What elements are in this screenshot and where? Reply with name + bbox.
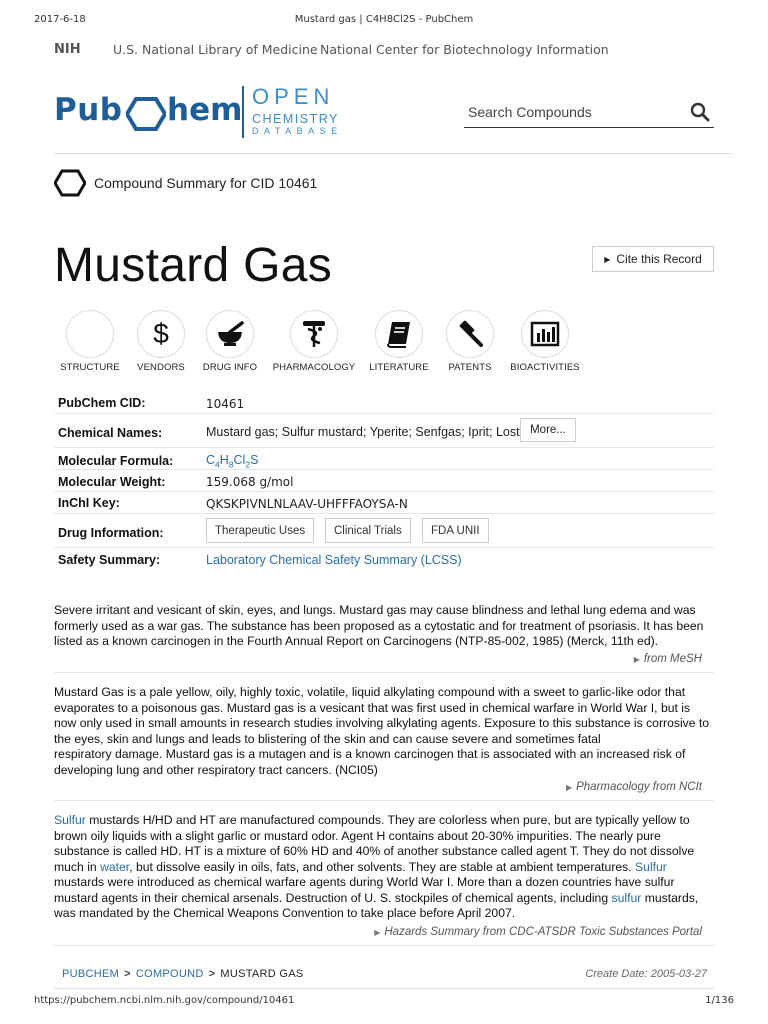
description-line: Mustard Gas is a pale yellow, oily, highly toxic, volatile, liquid alkylating compound with a sweet to garlic-like odor that — [54, 685, 686, 699]
bar-chart-icon — [521, 310, 569, 358]
description-line — [54, 813, 714, 829]
chevron-right-icon: > — [124, 968, 131, 980]
caduceus-icon — [290, 310, 338, 358]
search-icon[interactable] — [690, 102, 710, 126]
description-mesh — [54, 603, 714, 650]
compound-hexagon-icon — [54, 169, 86, 201]
caret-right-icon: ▶ — [374, 928, 381, 937]
logo-pub: Pub — [54, 92, 123, 128]
formula-cl-count: 2 — [245, 459, 251, 470]
description-line: the eyes, skin and lungs and leads to blistering of the skin and can cause severe and sometimes fatal — [54, 731, 601, 746]
header-divider — [54, 153, 732, 154]
section-bioactivities[interactable] — [500, 310, 590, 373]
source-cdc[interactable] — [374, 926, 702, 938]
breadcrumb — [62, 968, 304, 980]
therapeutic-uses-button[interactable]: Therapeutic Uses — [206, 518, 314, 543]
description-line — [54, 891, 714, 907]
text-span: , but dissolve easily in oils, fats, and other solvents. They are stable at ambient temperatures. — [129, 859, 636, 874]
source-label: Pharmacology from NCIt — [576, 781, 702, 793]
cite-record-label: Cite this Record — [616, 252, 702, 266]
description-line: was mandated by the Chemical Weapons Convention to take place before April 2007. — [54, 906, 516, 920]
mortar-pestle-icon — [206, 310, 254, 358]
property-key: Molecular Formula: — [58, 454, 174, 468]
lcss-link[interactable]: Laboratory Chemical Safety Summary (LCSS) — [206, 553, 462, 567]
source-ncit[interactable] — [566, 781, 702, 793]
section-label: DRUG INFO — [202, 362, 258, 373]
fda-unii-button[interactable]: FDA UNII — [422, 518, 489, 543]
description-cdc — [54, 813, 714, 922]
chevron-right-icon: > — [208, 968, 216, 980]
property-key: Molecular Weight: — [58, 475, 166, 489]
more-names-button[interactable]: More... — [520, 418, 576, 442]
description-line: developing lung and other respiratory tract cancers. (NCI05) — [54, 762, 378, 777]
description-ncit — [54, 685, 714, 778]
section-label: PHARMACOLOGY — [272, 362, 356, 373]
property-row-formula — [54, 448, 714, 470]
section-divider — [54, 945, 714, 946]
section-divider — [54, 800, 714, 801]
section-drug-info[interactable] — [185, 310, 275, 373]
dollar-icon: $ — [137, 310, 185, 358]
formula-h: H — [219, 453, 229, 467]
sulfur-link[interactable]: sulfur — [611, 890, 642, 905]
breadcrumb-divider — [54, 988, 714, 989]
logo-open: OPEN — [252, 84, 335, 109]
sulfur-link[interactable]: Sulfur — [54, 813, 86, 827]
gavel-icon — [446, 310, 494, 358]
print-header — [0, 14, 768, 28]
description-line: evaporates to a poisonous gas. Mustard gas is a vesicant that was first used in chemical warfare in World War I, but is — [54, 700, 691, 715]
text-span: mustards, — [641, 890, 699, 905]
properties-table — [54, 392, 714, 570]
description-line — [54, 860, 714, 876]
formula-c: C — [206, 453, 216, 467]
logo-hem: hem — [167, 92, 243, 128]
print-url: https://pubchem.ncbi.nlm.nih.gov/compound/10461 — [34, 995, 295, 1006]
description-line: brown oily liquids with a slight garlic or mustard odor. Agent H contains about 20-30% impurities. The nearly pure — [54, 828, 661, 843]
property-key: PubChem CID: — [58, 396, 146, 410]
ncbi-link[interactable]: National Center for Biotechnology Information — [320, 42, 609, 57]
description-line: now only used in small amounts in research studies involving alkylating agents. Exposure to this substance is corrosive to — [54, 716, 710, 730]
print-date: 2017-6-18 — [34, 14, 86, 25]
text-span: mustard agents in their chemical arsenals. Destruction of U. S. stockpiles of chemical agents, including — [54, 890, 612, 905]
compound-summary-text: Compound Summary for CID 10461 — [94, 175, 318, 191]
property-key: Chemical Names: — [58, 426, 163, 440]
property-row-inchikey — [54, 492, 714, 514]
section-label: LITERATURE — [369, 362, 429, 373]
formula-cl: Cl — [233, 453, 246, 467]
page-title: Mustard Gas — [54, 239, 333, 292]
logo-chemistry: CHEMISTRY — [252, 112, 339, 126]
clinical-trials-button[interactable]: Clinical Trials — [325, 518, 411, 543]
source-label: Hazards Summary from CDC-ATSDR Toxic Substances Portal — [384, 926, 702, 938]
property-row-weight — [54, 470, 714, 492]
property-value: 10461 — [206, 397, 245, 411]
create-date: Create Date: 2005-03-27 — [585, 968, 707, 980]
breadcrumb-pubchem[interactable]: PUBCHEM — [62, 968, 120, 980]
caret-right-icon: ▶ — [633, 655, 640, 664]
text-span: much in — [54, 859, 101, 874]
molecular-formula-link[interactable] — [206, 453, 258, 470]
description-line: mustards were introduced as chemical warfare agents during World War I. More than a dozen countries have sulfur — [54, 875, 675, 889]
property-value: 159.068 g/mol — [206, 475, 294, 489]
sulfur-link[interactable]: Sulfur — [635, 859, 667, 874]
source-label: from MeSH — [643, 653, 702, 665]
property-row-safety — [54, 548, 714, 570]
caret-right-icon: ▶ — [604, 254, 611, 264]
property-row-cid — [54, 392, 714, 414]
section-label: PATENTS — [448, 362, 492, 373]
section-label: VENDORS — [137, 362, 185, 373]
book-icon — [375, 310, 423, 358]
text-span: mustards H/HD and HT are manufactured compounds. They are colorless when pure, but are typically yellow to — [85, 813, 690, 827]
section-nav — [54, 310, 594, 374]
chemical-names-value: Mustard gas; Sulfur mustard; Yperite; Senfgas; Iprit; Lost — [206, 425, 520, 439]
section-label: BIOACTIVITIES — [510, 362, 580, 373]
property-key: Safety Summary: — [58, 553, 161, 567]
caret-right-icon: ▶ — [565, 783, 573, 792]
source-mesh[interactable] — [634, 653, 702, 665]
search-box — [464, 98, 714, 128]
description-line: respiratory damage. Mustard gas is a mutagen and is a known carcinogen that is associated with an increased risk of — [54, 747, 686, 761]
description-line: formerly used as a war gas. The substance has been proposed as a cytostatic and for treatment of psoriasis. It has been — [54, 618, 704, 633]
breadcrumb-current: MUSTARD GAS — [220, 968, 304, 980]
pubchem-logo[interactable] — [54, 84, 354, 140]
property-key: Drug Information: — [58, 526, 164, 540]
print-title: Mustard gas | C4H8Cl2S - PubChem — [294, 14, 474, 25]
cite-record-button[interactable] — [592, 246, 714, 272]
description-line: listed as a known carcinogen in the Fourth Annual Report on Carcinogens (NTP-85-002, 1985) (Merck, 11th ed). — [54, 634, 659, 648]
formula-c-count: 4 — [215, 459, 220, 470]
property-row-drug — [54, 514, 714, 548]
search-input[interactable] — [464, 98, 679, 126]
nlm-link[interactable]: U.S. National Library of Medicine — [113, 42, 318, 57]
property-key: InChI Key: — [58, 496, 120, 510]
logo-database: DATABASE — [252, 126, 343, 136]
water-link[interactable]: water — [100, 859, 130, 874]
property-value: QKSKPIVNLNLAAV-UHFFFAOYSA-N — [206, 497, 408, 511]
section-label: STRUCTURE — [60, 362, 120, 373]
logo-hexagon-icon — [126, 97, 166, 135]
section-divider — [54, 672, 714, 673]
print-page-number: 1/136 — [705, 995, 734, 1006]
logo-divider — [242, 86, 244, 138]
description-line: Severe irritant and vesicant of skin, eyes, and lungs. Mustard gas may cause blindness and lethal lung edema and was — [54, 603, 696, 617]
section-pharmacology[interactable] — [269, 310, 359, 373]
formula-h-count: 8 — [228, 459, 234, 470]
structure-icon — [66, 310, 114, 358]
formula-s: S — [250, 453, 259, 467]
nih-link[interactable]: NIH — [54, 42, 81, 57]
property-row-names — [54, 414, 714, 448]
description-line: substance is called HD. HT is a mixture of 60% HD and 40% of another substance called agent T. They do not dissolve — [54, 844, 695, 858]
breadcrumb-compound[interactable]: COMPOUND — [135, 968, 204, 980]
